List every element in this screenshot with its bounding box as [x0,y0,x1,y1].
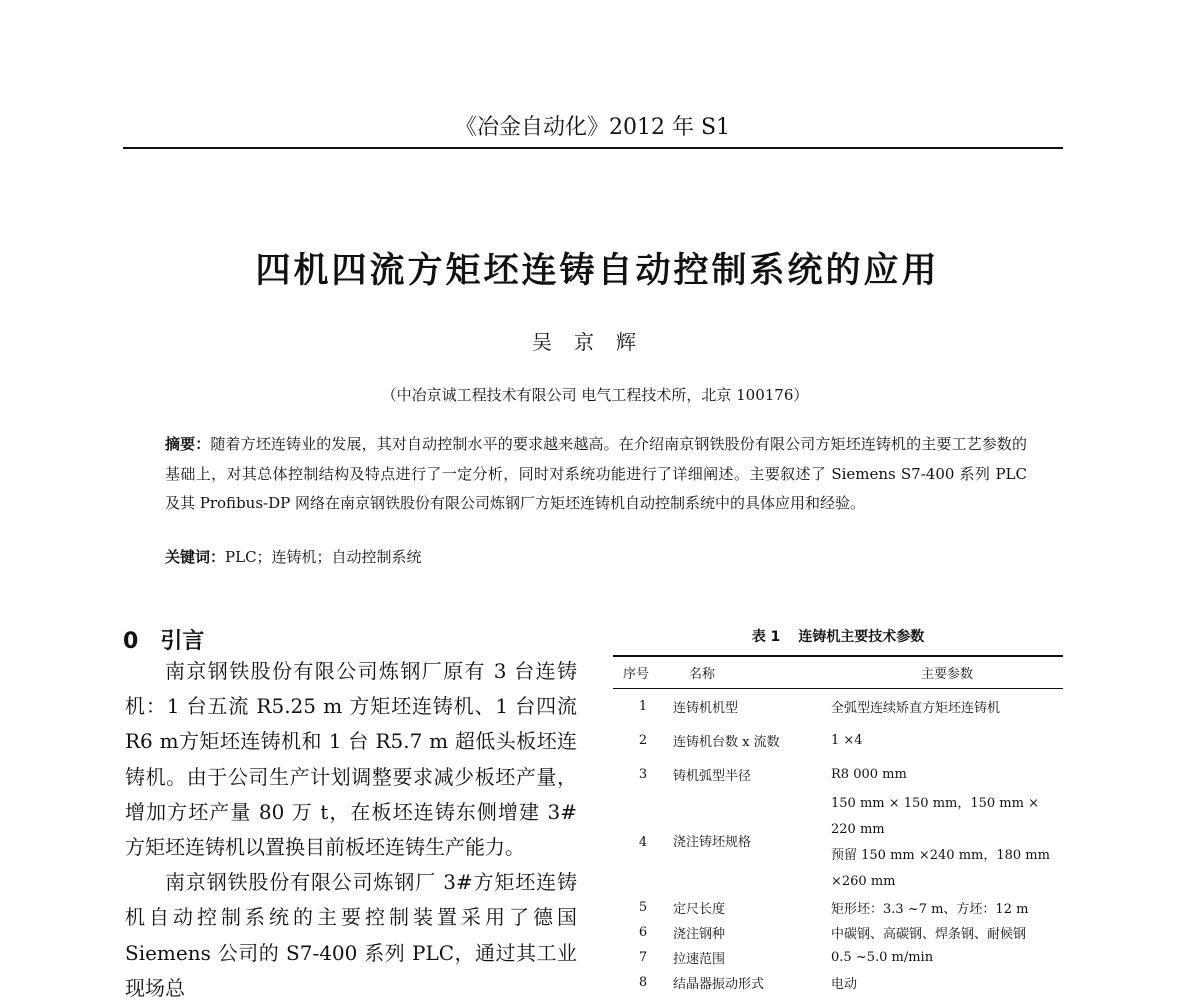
section-heading [123,624,204,655]
keywords-label: 关键词： [165,548,226,566]
cell-no: 3 [638,766,648,782]
cell-name: 定尺长度 [673,902,726,917]
cell-no: 4 [638,835,648,850]
col-header-name: 名称 [673,656,831,689]
cell-no: 7 [638,950,648,965]
table-row [613,791,1063,895]
table-row [613,970,1063,995]
cell-no: 1 [638,698,648,714]
cell-value [831,895,1063,920]
cell-name: 连铸机台数 x 流数 [673,734,780,750]
cell-value [831,945,1063,970]
cell-value [831,757,1063,791]
table-caption-text: 连铸机主要技术参数 [798,629,925,645]
cell-value-text: R8 000 mm [831,766,907,782]
table-row [613,757,1063,791]
table-number: 表 1 [751,629,781,645]
table-row [613,689,1063,724]
cell-value [831,920,1063,945]
cell-no: 5 [638,900,648,915]
cell-value-text: 1 ×4 [831,732,863,748]
abstract-label: 摘要： [165,435,211,453]
cell-value-text: 矩形坯：3.3 ~7 m、方坯：12 m [831,902,1029,917]
cell-value [831,723,1063,757]
section-number: 0 [123,629,139,654]
author: 吴京辉 [532,330,658,354]
cell-name: 拉速范围 [673,952,726,967]
cell-value-text: 电动 [831,977,858,992]
cell-value-text: 全弧型连续矫直方矩坯连铸机 [831,700,1001,716]
affiliation: （中冶京诚工程技术有限公司 电气工程技术所，北京 100176） [381,386,809,404]
abstract-text: 随着方坯连铸业的发展，其对自动控制水平的要求越来越高。在介绍南京钢铁股份有限公司方矩坯连铸机的主要工艺参数的基础上，对其总体控制结构及特点进行了一定分析，同时对系统功能进行了详细阐述。主要叙述了 Siemens S7-400 系列 PLC 及其 Profibus-DP 网络在南京钢铁股份有限公司炼钢厂方矩坯连铸机自动控制系统中的具体应用和经验。 [165,435,1027,512]
cell-value [831,970,1063,995]
table-header-row [613,656,1063,689]
table-row [613,723,1063,757]
header-rule [123,147,1063,149]
cell-value-text: 中碳钢、高碳钢、焊条钢、耐候钢 [831,927,1027,942]
cell-value [831,689,1063,724]
paragraph: 南京钢铁股份有限公司炼钢厂原有 3 台连铸机：1 台五流 R5.25 m 方矩坯连铸机、1 台四流 R6 m方矩坯连铸机和 1 台 R5.7 m 超低头板坯连铸机。由于公司生产计划调整要求减少板坯产量，增加方坯产量 80 万 t，在板坯连铸东侧增建 3# 方矩坯连铸机以置换目前板坯连铸生产能力。 [125,659,577,860]
cell-name: 浇注铸坯规格 [673,835,752,850]
table-caption [613,626,1063,646]
table-row [613,895,1063,920]
cell-name: 连铸机机型 [673,700,739,716]
cell-no: 2 [638,732,648,748]
cell-name: 结晶器振动形式 [673,977,765,992]
parameters-table [613,655,1063,995]
paper-title: 四机四流方矩坯连铸自动控制系统的应用 [255,251,940,291]
body-text [125,654,577,1000]
section-title: 引言 [160,629,205,654]
cell-value-text: 预留 150 mm ×240 mm，180 mm ×260 mm [831,848,1050,889]
keywords-text: PLC；连铸机；自动控制系统 [225,548,422,566]
cell-name: 浇注钢种 [673,927,726,942]
cell-no: 8 [638,975,648,990]
paragraph: 南京钢铁股份有限公司炼钢厂 3#方矩坯连铸机自动控制系统的主要控制装置采用了德国 Siemens 公司的 S7-400 系列 PLC，通过其工业现场总 [125,870,577,1000]
col-header-value: 主要参数 [831,656,1063,689]
cell-value-text: 0.5 ~5.0 m/min [831,950,934,965]
cell-name: 铸机弧型半径 [673,768,752,784]
table-row [613,945,1063,970]
col-header-no: 序号 [613,656,673,689]
journal-header: 《冶金自动化》2012 年 S1 [454,115,731,140]
cell-value [831,791,1063,895]
cell-no: 6 [638,925,648,940]
abstract [165,430,1027,519]
table-row [613,920,1063,945]
cell-value-text: 150 mm × 150 mm，150 mm × 220 mm [831,796,1039,837]
keywords [165,546,422,567]
